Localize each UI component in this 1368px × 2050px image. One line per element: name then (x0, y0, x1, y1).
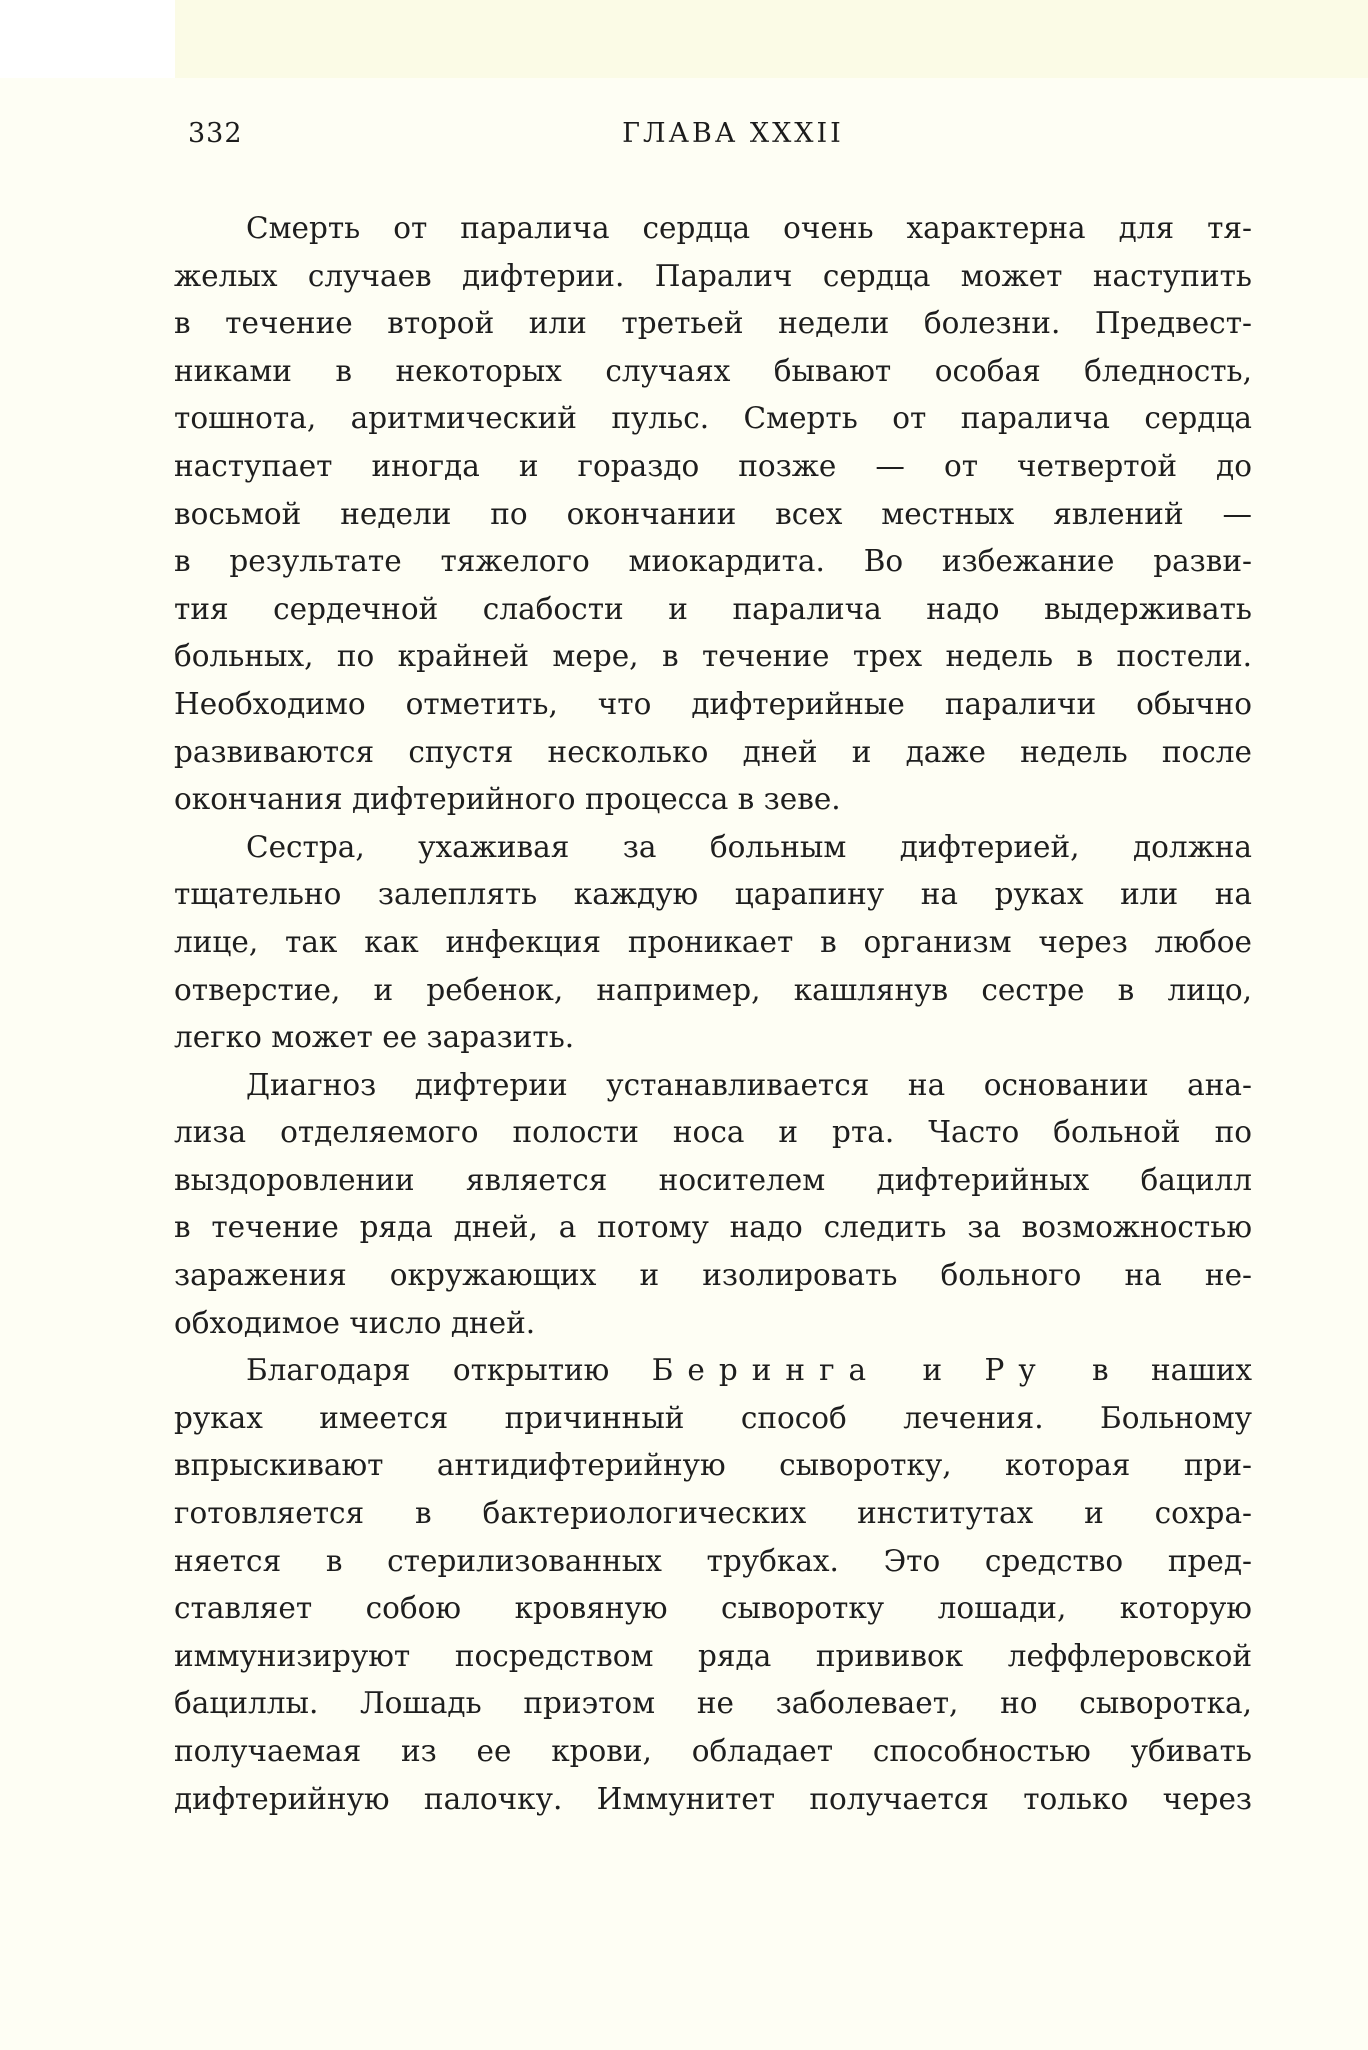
text-line: Смерть от паралича сердца очень характерна для тя- (246, 211, 1252, 245)
page-number: 332 (188, 118, 243, 149)
text-fragment: Благодаря открытию (246, 1353, 652, 1388)
text-line: Диагноз дифтерии устанавливается на основании ана- (246, 1067, 1252, 1102)
text-line: желых случаев дифтерии. Паралич сердца может наступить (174, 258, 1252, 293)
text-line: иммунизируют посредством ряда прививок леффлеровской (174, 1638, 1252, 1673)
text-line: восьмой недели по окончании всех местных явлений — (174, 496, 1252, 531)
page-header (188, 118, 1248, 158)
text-line: лиза отделяемого полости носа и рта. Часто больной по (174, 1115, 1252, 1150)
text-line: в течение второй или третьей недели болезни. Предвест- (174, 306, 1252, 341)
text-line: руках имеется причинный способ лечения. Больному (174, 1400, 1252, 1435)
text-line: няется в стерилизованных трубках. Это средство пред- (174, 1543, 1252, 1578)
text-line: тия сердечной слабости и паралича надо выдерживать (174, 591, 1252, 626)
text-line: бациллы. Лошадь приэтом не заболевает, но сыворотка, (174, 1686, 1252, 1721)
spaced-name-bering: Беринга (651, 1353, 881, 1388)
text-line: дифтерийную палочку. Иммунитет получается только через (174, 1781, 1252, 1816)
text-line: в течение ряда дней, а потому надо следить за возможностью (174, 1210, 1252, 1245)
paragraph-2 (174, 824, 1252, 1062)
text-line: тщательно залеплять каждую царапину на руках или на (174, 877, 1252, 912)
text-line: отверстие, и ребенок, например, кашлянув сестре в лицо, (174, 972, 1252, 1007)
text-line: наступает иногда и гораздо позже — от четвертой до (174, 448, 1252, 483)
text-line: больных, по крайней мере, в течение трех недель в постели. (174, 639, 1252, 674)
scan-margin-corner (0, 0, 175, 78)
chapter-title: ГЛАВА XXXII (622, 118, 844, 149)
text-line: готовляется в бактериологических институтах и сохра- (174, 1496, 1252, 1531)
text-line: никами в некоторых случаях бывают особая бледность, (174, 353, 1252, 388)
text-fragment: и (880, 1353, 985, 1388)
paragraph-4 (174, 1347, 1252, 1823)
scan-margin-band (0, 0, 1368, 78)
text-line: развиваются спустя несколько дней и даже недель после (174, 734, 1252, 769)
text-line: лице, так как инфекция проникает в организм через любое (174, 924, 1252, 959)
text-line: получаемая из ее крови, обладает способностью убивать (174, 1734, 1252, 1768)
text-line: обходимое число дней. (174, 1305, 536, 1340)
text-line: тошнота, аритмический пульс. Смерть от паралича сердца (174, 401, 1252, 436)
text-line: впрыскивают антидифтерийную сыворотку, которая при- (174, 1448, 1252, 1483)
text-line: легко может ее заразить. (174, 1020, 575, 1055)
text-fragment: в наших (1049, 1353, 1252, 1388)
text-line: заражения окружающих и изолировать больного на не- (174, 1258, 1252, 1293)
text-line: Сестра, ухаживая за больным дифтерией, должна (246, 829, 1252, 864)
body-text (174, 205, 1252, 1823)
spaced-name-ru: Ру (984, 1353, 1050, 1388)
text-line: выздоровлении является носителем дифтерийных бацилл (174, 1162, 1252, 1197)
text-line: ставляет собою кровяную сыворотку лошади, которую (174, 1591, 1252, 1626)
text-line: окончания дифтерийного процесса в зеве. (174, 782, 841, 817)
text-line (174, 1347, 1252, 1395)
text-line: в результате тяжелого миокардита. Во избежание разви- (174, 544, 1252, 579)
text-line: Необходимо отметить, что дифтерийные параличи обычно (174, 686, 1252, 721)
paragraph-1 (174, 205, 1252, 824)
paragraph-3 (174, 1062, 1252, 1348)
